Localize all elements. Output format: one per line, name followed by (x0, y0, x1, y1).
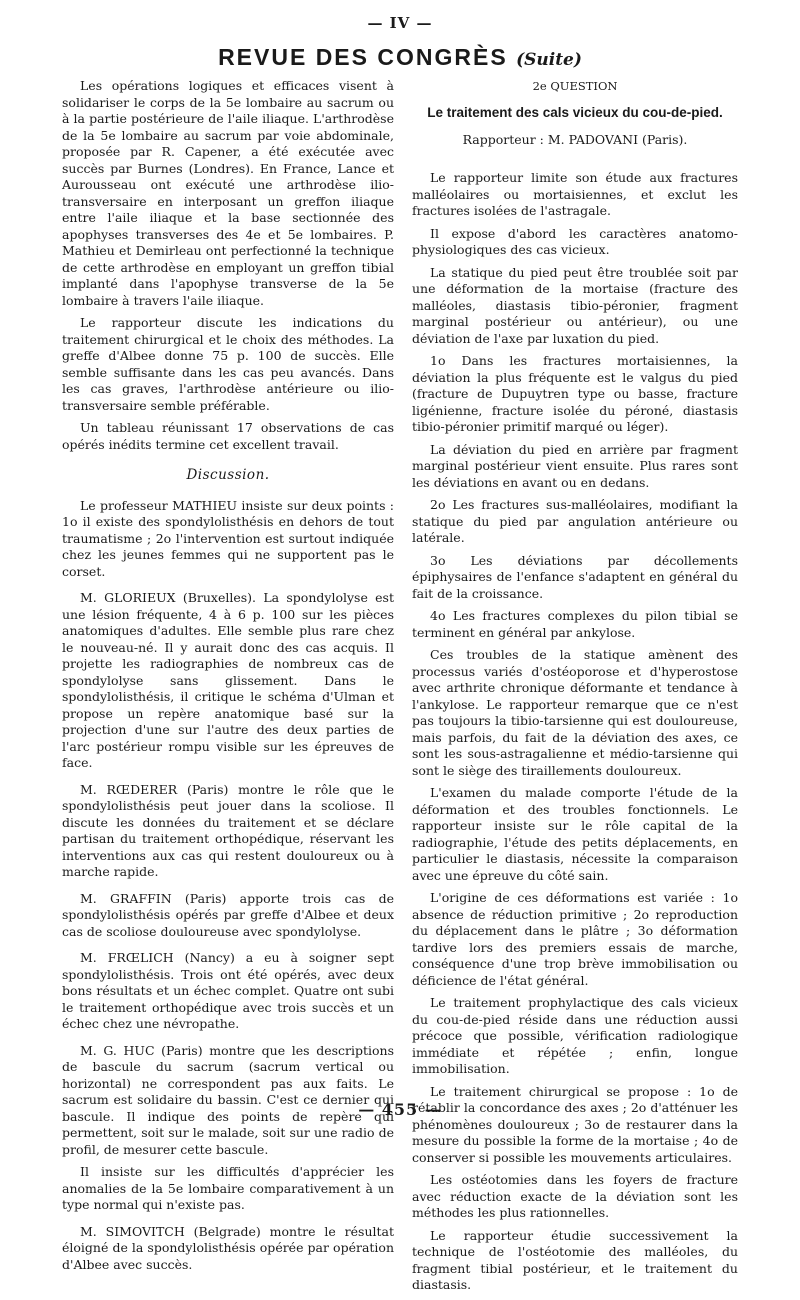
paragraph: Le rapporteur discute les indications du traitement chirurgical et le choix des méthodes. La greffe d'Albee donne 75 p. 100 de succès. Elle semble suffisante dans les cas peu avancés. Dans les cas graves, l'arthrodèse antérieure ou ilio-transversaire semble préférable. (62, 315, 394, 413)
bottom-page-number: — 455 — (358, 1100, 442, 1119)
paragraph: Le rapporteur limite son étude aux fractures malléolaires ou mortaisiennes, et exclut les fractures isolées de l'astragale. (412, 170, 738, 218)
paragraph: 3o Les déviations par décollements épiphysaires de l'enfance s'adaptent en général du fait de la croissance. (412, 552, 738, 601)
paragraph: Le traitement chirurgical se propose : 1o de rétablir la concordance des axes ; 2o d'atténuer les phénomènes douloureux ; 3o de restaurer dans la mesure du possible la forme de la mortaise ; 4o de conserver si possible les mouvements articulaires. (412, 1083, 738, 1165)
discussion-paragraph: M. RŒDERER (Paris) montre le rôle que le spondylolisthésis peut jouer dans la scoliose. Il discute les données du traitement et se déclare partisan du traitement orthopédique, réservant les interventions aux cas qui restent douloureux ou à marche rapide. (62, 781, 394, 879)
paragraph: Ces troubles de la statique amènent des processus variés d'ostéoporose et d'hyperostose avec arthrite chronique déformante et tendance à l'ankylose. Le rapporteur remarque que ce n'est pas toujours la tibio-tarsienne qui est douloureuse, mais parfois, du fait de la déviation des axes, ce sont les sous-astragalienne et médio-tarsienne qui sont le siège des tiraillements douloureux. (412, 647, 738, 778)
paragraph: Le rapporteur étudie successivement la technique de l'ostéotomie des malléoles, du fragment tibial postérieur, et le traitement du diastasis. (412, 1227, 738, 1292)
discussion-paragraph: M. SIMOVITCH (Belgrade) montre le résultat éloigné de la spondylolisthésis opérée par opération d'Albee avec succès. (62, 1223, 394, 1272)
discussion-paragraph: Le professeur MATHIEU insiste sur deux points : 1o il existe des spondylolisthésis en dehors de tout traumatisme ; 2o l'intervention est surtout indiquée chez les jeunes femmes qui ne supportent pas le corset. (62, 497, 394, 579)
paragraph: Les ostéotomies dans les foyers de fracture avec réduction exacte de la déviation sont les méthodes les plus rationnelles. (412, 1172, 738, 1220)
paragraph: 2o Les fractures sus-malléolaires, modifiant la statique du pied par angulation antérieure ou latérale. (412, 497, 738, 545)
paragraph: 4o Les fractures complexes du pilon tibial se terminent en général par ankylose. (412, 608, 738, 640)
paragraph: L'origine de ces déformations est variée : 1o absence de réduction primitive ; 2o reproduction du déplacement dans le plâtre ; 3o déformation tardive lors des premiers essais de marche, conséquence d'une trop brève immobilisation ou déficience de l'état général. (412, 890, 738, 988)
question-title: Le traitement des cals vicieux du cou-de-pied. (427, 104, 723, 120)
section-title-suffix: (Suite) (516, 50, 582, 70)
paragraph: Un tableau réunissant 17 observations de cas opérés inédits termine cet excellent travail. (62, 420, 394, 452)
paragraph: Il expose d'abord les caractères anatomo-physiologiques des cas vicieux. (412, 225, 738, 257)
question-label: 2e QUESTION (532, 79, 618, 93)
discussion-paragraph: M. G. HUC (Paris) montre que les descriptions de bascule du sacrum (sacrum vertical ou horizontal) ne correspondent pas aux faits. Le sacrum est solidaire du bassin. C'est ce dernier qui bascule. Il indique des points de repère qui permettent, soit sur le malade, soit sur une radio de profil, de mesurer cette bascule. (62, 1042, 394, 1157)
journal-section-title (0, 44, 800, 71)
left-column (62, 78, 394, 1279)
discussion-heading: Discussion. (186, 467, 270, 483)
discussion-paragraph: Il insiste sur les difficultés d'apprécier les anomalies de la 5e lombaire comparativement à un type normal qui n'existe pas. (62, 1164, 394, 1212)
paragraph: La statique du pied peut être troublée soit par une déformation de la mortaise (fracture des malléoles, diastasis tibio-péronier, fragment marginal postérieur ou antérieur), ou une déviation de l'axe par luxation du pied. (412, 264, 738, 346)
paragraph: Le traitement prophylactique des cals vicieux du cou-de-pied réside dans une réduction aussi précoce que possible, vérification radiologique immédiate et répétée ; enfin, longue immobilisation. (412, 995, 738, 1076)
discussion-paragraph: M. GRAFFIN (Paris) apporte trois cas de spondylolisthésis opérés par greffe d'Albee et deux cas de scoliose douloureuse avec spondylolyse. (62, 890, 394, 939)
paragraph: L'examen du malade comporte l'étude de la déformation et des troubles fonctionnels. Le rapporteur insiste sur le rôle capital de la radiographie, l'étude des petits déplacements, en particulier le diastasis, nécessite la comparaison avec une épreuve du côté sain. (412, 785, 738, 883)
section-title-text: REVUE DES CONGRÈS (218, 44, 508, 70)
top-page-number: — IV — (367, 14, 433, 32)
paragraph: 1o Dans les fractures mortaisiennes, la déviation la plus fréquente est le valgus du pied (fracture de Dupuytren type ou basse, fracture ligénienne, fracture isolée du péroné, diastasis tibio-péronier primitif marqué ou léger). (412, 353, 738, 434)
discussion-paragraph: M. GLORIEUX (Bruxelles). La spondylolyse est une lésion fréquente, 4 à 6 p. 100 sur les pièces anatomiques d'adultes. Elle semble plus rare chez le nouveau-né. Il y aurait donc des cas acquis. Il projette les radiographies de nombreux cas de spondylolyse sans glissement. Dans le spondylolisthésis, il critique le schéma d'Ulman et propose un repère anatomique basé sur la projection d'une sur l'autre des deux parties de l'arc postérieur rompu visible sur les épreuves de face. (62, 590, 394, 770)
paragraph: La déviation du pied en arrière par fragment marginal postérieur vient ensuite. Plus rares sont les déviations en avant ou en dedans. (412, 441, 738, 490)
rapporteur-line: Rapporteur : M. PADOVANI (Paris). (462, 131, 688, 147)
discussion-paragraph: M. FRŒLICH (Nancy) a eu à soigner sept spondylolisthésis. Trois ont été opérés, avec deux bons résultats et un échec complet. Quatre ont subi le traitement orthopédique avec trois succès et un échec chez une névropathe. (62, 950, 394, 1031)
paragraph: Les opérations logiques et efficaces visent à solidariser le corps de la 5e lombaire au sacrum ou à la partie postérieure de l'aile iliaque. L'arthrodèse de la 5e lombaire au sacrum par voie abdominale, proposée par R. Capener, a été exécutée avec succès par Burnes (Londres). En France, Lance et Aurousseau ont exécuté une arthrodèse ilio-transversaire en interposant un greffon iliaque entre l'aile iliaque et la base sectionnée des apophyses transverses des 4e et 5e lombaires. P. Mathieu et Demirleau ont perfectionné la technique de cette arthrodèse en employant un greffon tibial implanté dans l'apophyse transverse de la 5e lombaire à travers l'aile iliaque. (62, 78, 394, 308)
